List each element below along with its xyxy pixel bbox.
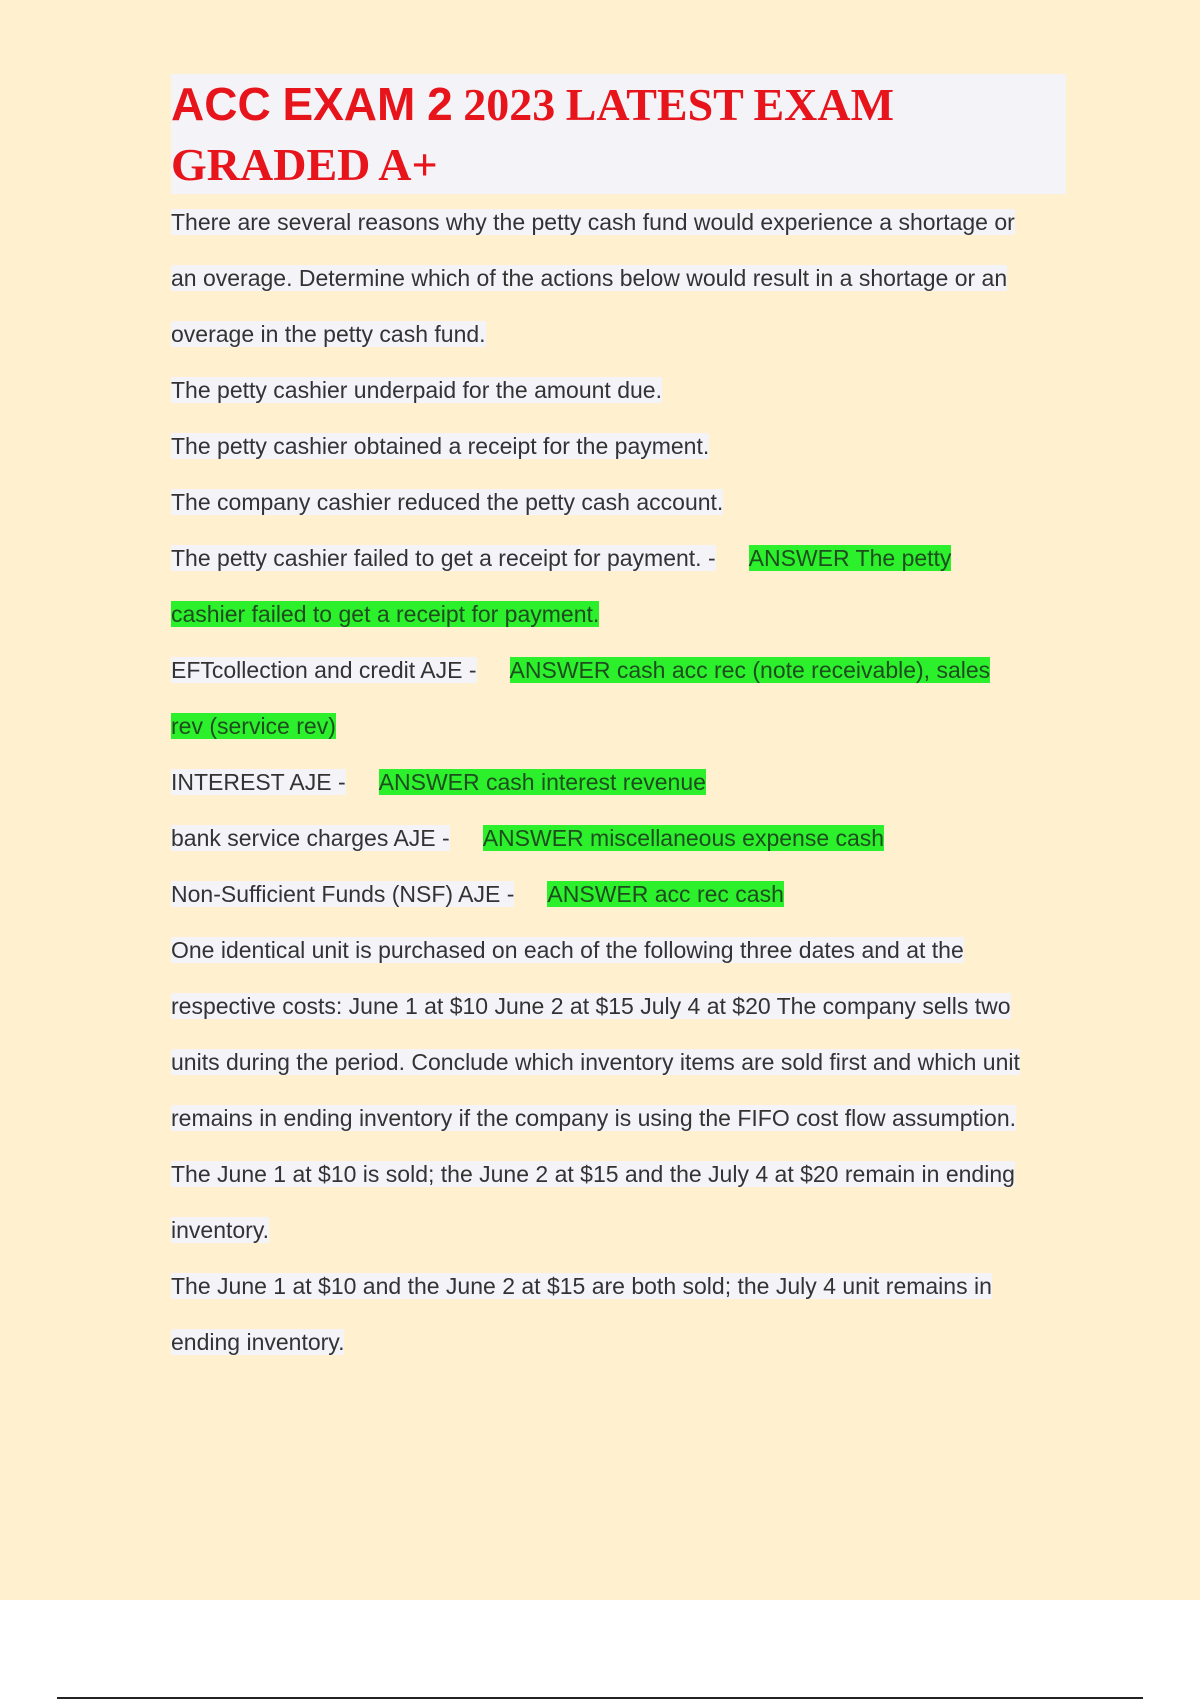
document-body xyxy=(171,74,1071,1370)
answer-text: ANSWER The petty xyxy=(748,545,952,571)
question-text: The petty cashier failed to get a receipt for payment. - xyxy=(171,545,716,571)
qa-item xyxy=(171,530,1071,586)
answer-text: cashier failed to get a receipt for payment. xyxy=(171,601,600,627)
footer-divider xyxy=(57,1697,1143,1699)
title-block xyxy=(171,74,1066,194)
fifo-question xyxy=(171,922,1071,1146)
answer-text: ANSWER miscellaneous expense cash xyxy=(482,825,885,851)
qa-item xyxy=(171,642,1071,698)
title-line2: GRADED A+ xyxy=(171,139,438,190)
fifo-option-2 xyxy=(171,1258,1071,1370)
fifo-question-line: remains in ending inventory if the company is using the FIFO cost flow assumption. xyxy=(171,1105,1017,1131)
answer-text: rev (service rev) xyxy=(171,713,336,739)
qa-item xyxy=(171,754,1071,810)
intro-line: overage in the petty cash fund. xyxy=(171,321,486,347)
title-line1-sans: ACC EXAM 2 xyxy=(171,78,453,130)
question-text: INTEREST AJE - xyxy=(171,769,346,795)
intro-line: an overage. Determine which of the actions below would result in a shortage or an xyxy=(171,265,1008,291)
answer-text: ANSWER cash interest revenue xyxy=(378,769,706,795)
title-line1-serif: 2023 LATEST EXAM xyxy=(452,79,895,130)
page-title xyxy=(171,74,1066,195)
option-list xyxy=(171,362,1071,530)
fifo-question-line: respective costs: June 1 at $10 June 2 at $15 July 4 at $20 The company sells two xyxy=(171,993,1011,1019)
qa-item-continued xyxy=(171,698,1071,754)
fifo-option-line: inventory. xyxy=(171,1217,270,1243)
fifo-question-line: units during the period. Conclude which inventory items are sold first and which unit xyxy=(171,1049,1020,1075)
qa-item-continued xyxy=(171,586,1071,642)
intro-line: There are several reasons why the petty cash fund would experience a shortage or xyxy=(171,209,1015,235)
answer-text: ANSWER cash acc rec (note receivable), sales xyxy=(509,657,991,683)
fifo-option-line: The June 1 at $10 and the June 2 at $15 are both sold; the July 4 unit remains in xyxy=(171,1273,992,1299)
qa-list xyxy=(171,530,1071,922)
fifo-question-line: One identical unit is purchased on each of the following three dates and at the xyxy=(171,937,964,963)
answer-text: ANSWER acc rec cash xyxy=(547,881,784,907)
qa-item xyxy=(171,866,1071,922)
fifo-option-1 xyxy=(171,1146,1071,1258)
option-item: The petty cashier underpaid for the amount due. xyxy=(171,377,662,403)
fifo-option-line: ending inventory. xyxy=(171,1329,345,1355)
option-item: The company cashier reduced the petty cash account. xyxy=(171,489,724,515)
option-item: The petty cashier obtained a receipt for the payment. xyxy=(171,433,710,459)
intro-question xyxy=(171,194,1071,362)
question-text: bank service charges AJE - xyxy=(171,825,450,851)
question-text: EFTcollection and credit AJE - xyxy=(171,657,477,683)
question-text: Non-Sufficient Funds (NSF) AJE - xyxy=(171,881,515,907)
qa-item xyxy=(171,810,1071,866)
fifo-option-line: The June 1 at $10 is sold; the June 2 at $15 and the July 4 at $20 remain in ending xyxy=(171,1161,1015,1187)
